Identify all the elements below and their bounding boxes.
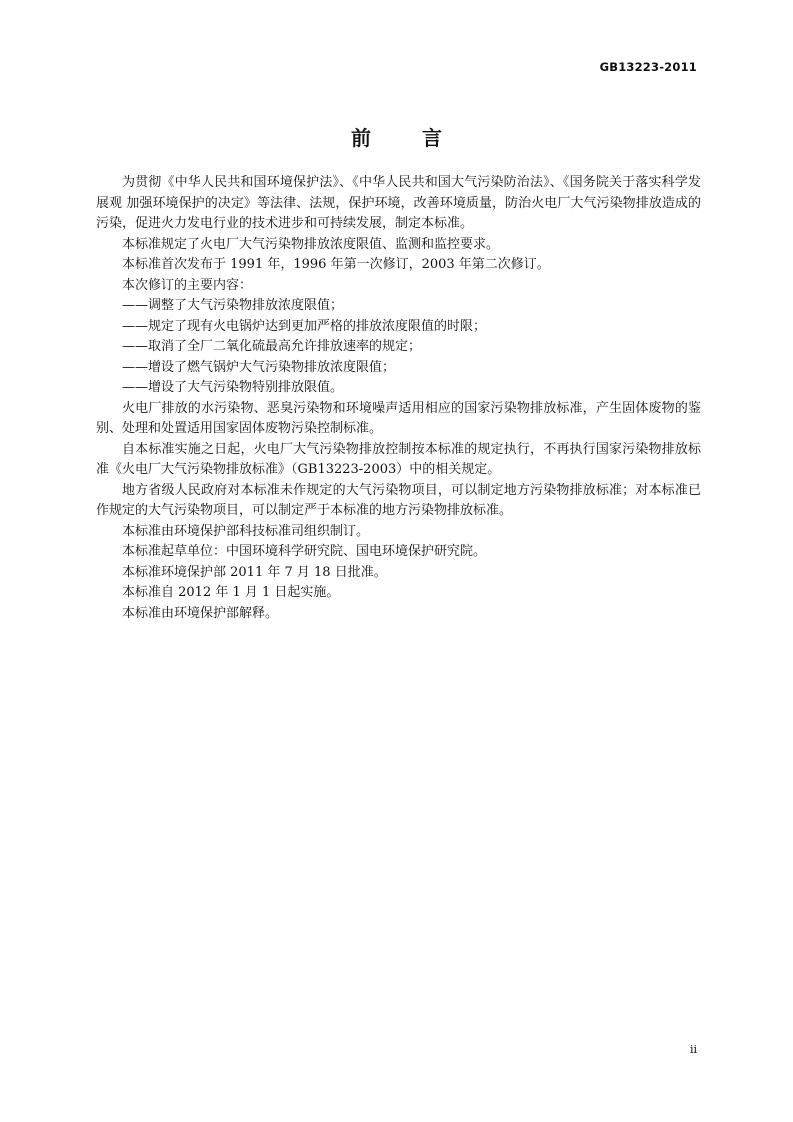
foreword-body — [96, 173, 701, 624]
standard-code: GB13223-2011 — [599, 60, 697, 74]
revision-item: ——增设了燃气锅炉大气污染物排放浓度限值； — [122, 359, 396, 375]
paragraph-approval: 本标准环境保护部 2011 年 7 月 18 日批准。 — [122, 564, 387, 580]
paragraph-other-pollutants: 火电厂排放的水污染物、恶臭污染物和环境噪声适用相应的国家污染物排放标准，产生固体废物的鉴别、处理和处置适用国家固体废物污染控制标准。 — [96, 400, 701, 436]
page-title: 前 言 — [351, 126, 464, 150]
paragraph-effective-date: 本标准自 2012 年 1 月 1 日起实施。 — [122, 585, 340, 600]
paragraph-scope: 本标准规定了火电厂大气污染物排放浓度限值、监测和监控要求。 — [122, 236, 500, 252]
paragraph-purpose: 为贯彻《中华人民共和国环境保护法》、《中华人民共和国大气污染防治法》、《国务院关于落实科学发展观 加强环境保护的决定》等法律、法规，保护环境，改善环境质量，防治火电厂大气污染物排放造成的污染，促进火力发电行业的技术进步和可持续发展，制定本标准。 — [96, 175, 701, 231]
revision-item: ——增设了大气污染物特别排放限值。 — [122, 380, 344, 395]
paragraph-organizer: 本标准由环境保护部科技标准司组织制订。 — [122, 523, 370, 539]
paragraph-local-standards: 地方省级人民政府对本标准未作规定的大气污染物项目，可以制定地方污染物排放标准；对本标准已作规定的大气污染物项目，可以制定严于本标准的地方污染物排放标准。 — [96, 482, 701, 518]
paragraph-history: 本标准首次发布于 1991 年，1996 年第一次修订，2003 年第二次修订。 — [122, 257, 550, 272]
paragraph-implementation: 自本标准实施之日起，火电厂大气污染物排放控制按本标准的规定执行，不再执行国家污染物排放标准《火电厂大气污染物排放标准》（GB13223-2003）中的相关规定。 — [96, 441, 701, 477]
revision-item: ——调整了大气污染物排放浓度限值； — [122, 298, 344, 313]
page-number: ii — [689, 1043, 697, 1056]
paragraph-interpretation: 本标准由环境保护部解释。 — [122, 605, 279, 621]
revision-item: ——规定了现有火电锅炉达到更加严格的排放浓度限值的时限； — [122, 318, 487, 334]
revision-item: ——取消了全厂二氧化硫最高允许排放速率的规定； — [122, 339, 422, 354]
paragraph-drafters: 本标准起草单位：中国环境科学研究院、国电环境保护研究院。 — [122, 544, 487, 559]
paragraph-revision-intro: 本次修订的主要内容： — [122, 277, 253, 293]
